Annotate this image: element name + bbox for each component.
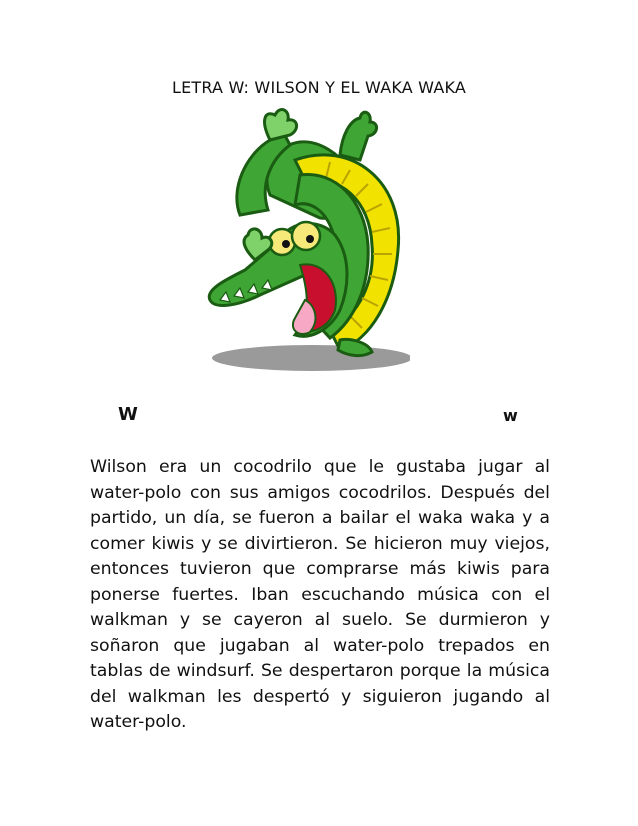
crocodile-illustration: [200, 100, 410, 375]
crocodile-foot-right: [340, 112, 377, 160]
crocodile-eye-right: [292, 222, 320, 250]
crocodile-foot-left: [265, 110, 297, 140]
crocodile-tongue: [293, 300, 316, 334]
letter-lowercase: w: [503, 406, 518, 425]
crocodile-foot-bottom: [338, 340, 372, 356]
story-paragraph: Wilson era un cocodrilo que le gustaba jugar al water-polo con sus amigos cocodrilos. Después del partido, un día, se fueron a bailar el waka waka y a comer kiwis y se divirtieron. Se hicieron muy viejos, entonces tuvieron que comprarse más kiwis para ponerse fuertes. Iban escuchando música con el walkman y se cayeron al suelo. Se durmieron y soñaron que jugaban al water-polo trepados en tablas de windsurf. Se despertaron porque la música del walkman les despertó y siguieron jugando al water-polo.: [90, 457, 550, 732]
letter-uppercase: W: [118, 404, 138, 425]
page-title: LETRA W: WILSON Y EL WAKA WAKA: [171, 78, 467, 97]
ground-shadow: [212, 345, 410, 371]
